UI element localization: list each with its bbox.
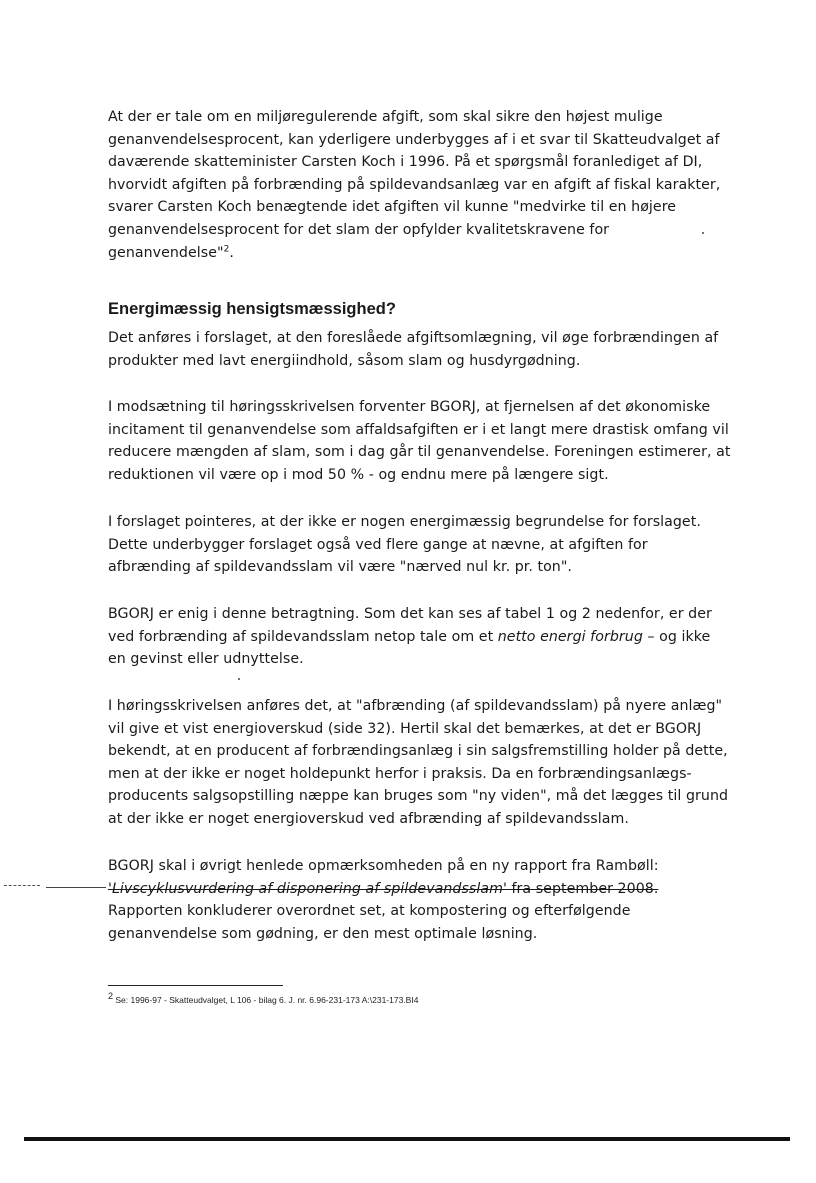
text-line: men at der ikke er noget holdepunkt herfor i praksis. Da en forbrændingsanlægs-: [108, 765, 692, 782]
text-line: reducere mængden af slam, som i dag går til genanvendelse. Foreningen estimerer, at: [108, 444, 731, 461]
footnote: [108, 991, 419, 1005]
margin-mark: [4, 885, 40, 887]
text-line: I modsætning til høringsskrivelsen forventer BGORJ, at fjernelsen af det økonomiske: [108, 399, 711, 415]
paragraph-bgorj-expectation: [108, 396, 731, 486]
text-line: at der ikke er noget energioverskud ved afbrænding af spildevandsslam.: [108, 810, 629, 827]
text-line: daværende skatteminister Carsten Koch i 1996. På et spørgsmål foranlediget af DI,: [108, 154, 703, 171]
text-line: produkter med lavt energiindhold, såsom slam og husdyrgødning.: [108, 352, 581, 369]
text-line: genanvendelsesprocent for det slam der opfylder kvalitetskravene for: [108, 221, 610, 238]
text-line: vil give et vist energioverskud (side 32). Hertil skal det bemærkes, at det er BGORJ: [108, 720, 702, 737]
text-line: At der er tale om en miljøregulerende afgift, som skal sikre den højest mulige: [108, 109, 663, 125]
text-line: [108, 626, 728, 649]
text-line: en gevinst eller udnyttelse.: [108, 651, 304, 668]
text-line: reduktionen vil være op i mod 50 % - og endnu mere på længere sigt.: [108, 466, 609, 483]
footnote-text: Se: 1996-97 - Skatteudvalget, L 106 - bilag 6. J. nr. 6.96-231-173 A:\231-173.BI4: [113, 995, 419, 1005]
text-line: Det anføres i forslaget, at den foreslåede afgiftsomlægning, vil øge forbrændingen af: [108, 330, 719, 346]
text-line: Rapporten konkluderer overordnet set, at kompostering og efterfølgende: [108, 903, 631, 920]
section-heading: Energimæssig hensigtsmæssighed?: [108, 300, 396, 318]
paragraph-energy-justification: [108, 511, 728, 579]
text-fragment: genanvendelse": [108, 244, 224, 261]
footnote-mark: 2: [108, 991, 114, 1002]
emphasis-text: netto energi forbrug: [497, 628, 643, 645]
scan-speck: [702, 232, 704, 234]
paragraph-ramboll-report: [108, 855, 728, 945]
paragraph-hearing-letter: [108, 695, 728, 831]
text-line: incitament til genanvendelse som affaldsafgiften er i et langt mere drastisk omfang vil: [108, 421, 729, 438]
text-line: hvorvidt afgiften på forbrænding på spildevandsanlæg var en afgift af fiskal karakter,: [108, 176, 721, 193]
text-fragment: fra september 2008.: [506, 880, 659, 897]
text-line: genanvendelsesprocent, kan yderligere underbygges af i et svar til Skatteudvalget af: [108, 131, 720, 148]
paragraph-proposal: [108, 327, 728, 372]
text-line: BGORJ skal i øvrigt henlede opmærksomheden på en ny rapport fra Rambøll:: [108, 858, 659, 874]
text-line: [108, 242, 728, 265]
text-line: genanvendelse som gødning, er den mest optimale løsning.: [108, 925, 538, 942]
text-line: afbrænding af spildevandsslam vil være "nærved nul kr. pr. ton".: [108, 559, 572, 576]
footnote-divider: [108, 985, 283, 986]
paragraph-environmental-tax: [108, 106, 728, 264]
text-line: producents salgsopstilling næppe kan bruges som "ny viden", må det lægges til grund: [108, 788, 729, 805]
paragraph-net-energy: [108, 603, 728, 671]
footnote-reference: 2: [223, 243, 230, 254]
text-line: BGORJ er enig i denne betragtning. Som det kan ses af tabel 1 og 2 nedenfor, er der: [108, 606, 712, 622]
report-title: 'Livscyklusvurdering af disponering af spildevandsslam': [108, 880, 507, 897]
margin-rule: [46, 887, 106, 888]
text-line: Dette underbygger forslaget også ved flere gange at nævne, at afgiften for: [108, 536, 648, 553]
text-line: [108, 878, 728, 901]
text-line: I høringsskrivelsen anføres det, at "afbrænding (af spildevandsslam) på nyere anlæg": [108, 698, 723, 714]
text-fragment: – og ikke: [642, 628, 711, 645]
text-line: svarer Carsten Koch benægtende idet afgiften vil kunne "medvirke til en højere: [108, 199, 677, 216]
page-bottom-rule: [24, 1137, 790, 1141]
text-fragment: .: [229, 244, 234, 261]
scan-speck: [238, 678, 240, 680]
text-fragment: ved forbrænding af spildevandsslam netop tale om et: [108, 628, 498, 645]
text-line: bekendt, at en producent af forbrændingsanlæg i sin salgsfremstilling holder på dette,: [108, 743, 728, 760]
text-line: I forslaget pointeres, at der ikke er nogen energimæssig begrundelse for forslaget.: [108, 514, 701, 530]
